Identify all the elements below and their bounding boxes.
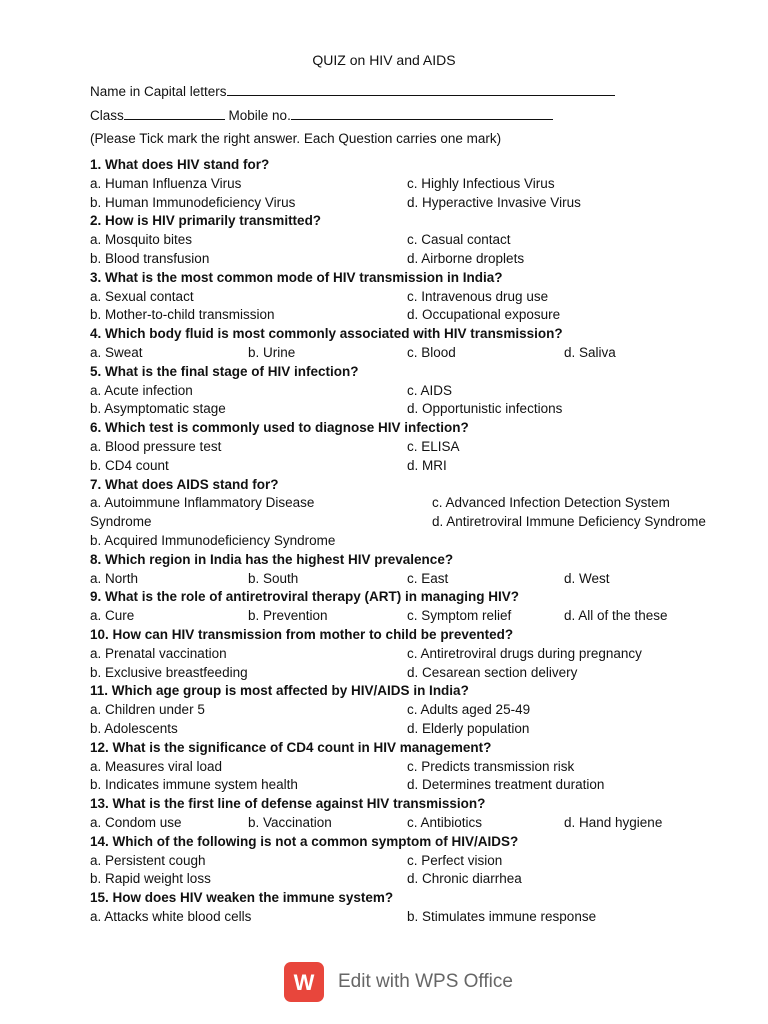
- answer-option[interactable]: c. ELISA: [407, 439, 460, 454]
- answer-option[interactable]: c. Perfect vision: [407, 852, 503, 868]
- answer-option[interactable]: b. Vaccination: [248, 815, 332, 830]
- answer-option[interactable]: d. MRI: [407, 457, 447, 473]
- answer-option[interactable]: b. Human Immunodeficiency Virus: [90, 194, 296, 210]
- answer-option[interactable]: b. Asymptomatic stage: [90, 401, 226, 417]
- question-text: 15. How does HIV weaken the immune system?: [90, 890, 394, 906]
- answer-option[interactable]: b. Mother-to-child transmission: [90, 307, 275, 323]
- answer-option[interactable]: a. Attacks white blood cells: [90, 909, 252, 924]
- question-text: 13. What is the first line of defense against HIV transmission?: [90, 796, 486, 812]
- answer-option[interactable]: d. Determines treatment duration: [407, 777, 605, 793]
- answer-option[interactable]: a. Autoimmune Inflammatory Disease: [90, 495, 315, 511]
- answer-option[interactable]: a. Sweat: [90, 345, 143, 360]
- svg-text:W: W: [293, 970, 315, 994]
- answer-option[interactable]: c. AIDS: [407, 382, 453, 398]
- answer-option[interactable]: c. Antiretroviral drugs during pregnancy: [407, 645, 642, 661]
- answer-option[interactable]: Syndrome: [90, 514, 152, 530]
- answer-option[interactable]: a. North: [90, 570, 139, 586]
- name-label: Name in Capital letters: [90, 84, 227, 99]
- mobile-blank[interactable]: [291, 107, 553, 120]
- question-text: 8. Which region in India has the highest HIV prevalence?: [90, 551, 454, 567]
- question-text: 12. What is the significance of CD4 count in HIV management?: [90, 739, 492, 755]
- question-text: 10. How can HIV transmission from mother to child be prevented?: [90, 627, 514, 642]
- answer-option[interactable]: d. Opportunistic infections: [407, 401, 563, 417]
- answer-option[interactable]: b. South: [248, 570, 299, 586]
- wps-office-logo-icon: [284, 962, 324, 1002]
- answer-option[interactable]: c. Adults aged 25-49: [407, 702, 531, 718]
- answer-option[interactable]: d. Chronic diarrhea: [407, 871, 522, 887]
- name-field: [90, 83, 615, 99]
- wps-footer[interactable]: [284, 962, 513, 1002]
- answer-option[interactable]: b. Exclusive breastfeeding: [90, 664, 248, 680]
- answer-option[interactable]: d. West: [564, 570, 610, 586]
- answer-option[interactable]: d. All of the these: [564, 608, 668, 624]
- answer-option[interactable]: b. Blood transfusion: [90, 251, 210, 266]
- question-text: 11. Which age group is most affected by HIV/AIDS in India?: [90, 683, 469, 699]
- class-label: Class: [90, 108, 124, 123]
- answer-option[interactable]: b. Urine: [248, 345, 296, 360]
- wps-footer-text: Edit with WPS Office: [338, 971, 513, 992]
- answer-option[interactable]: b. Stimulates immune response: [407, 909, 597, 924]
- answer-option[interactable]: a. Sexual contact: [90, 288, 194, 304]
- answer-option[interactable]: d. Airborne droplets: [407, 251, 525, 266]
- answer-option[interactable]: b. Adolescents: [90, 721, 178, 736]
- name-blank[interactable]: [227, 83, 615, 96]
- answer-option[interactable]: b. Rapid weight loss: [90, 871, 211, 887]
- answer-option[interactable]: b. Prevention: [248, 608, 328, 624]
- question-text: 3. What is the most common mode of HIV transmission in India?: [90, 269, 503, 285]
- instructions: (Please Tick mark the right answer. Each Question carries one mark): [90, 131, 502, 146]
- question-text: 9. What is the role of antiretroviral therapy (ART) in managing HIV?: [90, 589, 520, 605]
- answer-option[interactable]: d. Saliva: [564, 345, 616, 360]
- answer-option[interactable]: a. Prenatal vaccination: [90, 645, 227, 661]
- answer-option[interactable]: a. Children under 5: [90, 702, 205, 718]
- question-text: 4. Which body fluid is most commonly associated with HIV transmission?: [90, 326, 563, 342]
- question-text: 6. Which test is commonly used to diagnose HIV infection?: [90, 420, 469, 436]
- class-mobile-field: [90, 107, 553, 123]
- answer-option[interactable]: a. Measures viral load: [90, 758, 223, 774]
- answer-option[interactable]: a. Mosquito bites: [90, 232, 193, 248]
- answer-option[interactable]: c. Predicts transmission risk: [407, 758, 575, 774]
- answer-option[interactable]: c. Advanced Infection Detection System: [432, 495, 670, 511]
- answer-option[interactable]: d. Antiretroviral Immune Deficiency Syndrome: [432, 514, 706, 530]
- question-text: 14. Which of the following is not a common symptom of HIV/AIDS?: [90, 833, 519, 849]
- question-text: 7. What does AIDS stand for?: [90, 476, 279, 492]
- answer-option[interactable]: a. Cure: [90, 608, 135, 624]
- answer-option[interactable]: d. Occupational exposure: [407, 307, 561, 323]
- mobile-label: Mobile no.: [228, 108, 291, 123]
- answer-option[interactable]: c. Intravenous drug use: [407, 288, 549, 304]
- answer-option[interactable]: d. Hand hygiene: [564, 815, 663, 830]
- answer-option[interactable]: c. Antibiotics: [407, 815, 483, 830]
- answer-option[interactable]: d. Cesarean section delivery: [407, 664, 578, 680]
- answer-option[interactable]: b. Indicates immune system health: [90, 777, 298, 793]
- question-text: 5. What is the final stage of HIV infection?: [90, 363, 359, 379]
- answer-option[interactable]: d. Elderly population: [407, 721, 530, 736]
- answer-option[interactable]: c. East: [407, 570, 449, 586]
- page-title: QUIZ on HIV and AIDS: [312, 52, 456, 68]
- answer-option[interactable]: c. Highly Infectious Virus: [407, 175, 555, 191]
- answer-option[interactable]: c. Symptom relief: [407, 608, 512, 624]
- answer-option[interactable]: c. Blood: [407, 345, 456, 360]
- question-text: 2. How is HIV primarily transmitted?: [90, 213, 322, 229]
- answer-option[interactable]: a. Human Influenza Virus: [90, 175, 242, 191]
- answer-option[interactable]: a. Blood pressure test: [90, 439, 222, 454]
- answer-option[interactable]: a. Acute infection: [90, 382, 193, 398]
- answer-option[interactable]: b. Acquired Immunodeficiency Syndrome: [90, 533, 336, 548]
- answer-option[interactable]: d. Hyperactive Invasive Virus: [407, 194, 581, 210]
- question-text: 1. What does HIV stand for?: [90, 157, 270, 172]
- answer-option[interactable]: a. Condom use: [90, 815, 182, 830]
- answer-option[interactable]: a. Persistent cough: [90, 852, 206, 868]
- class-blank[interactable]: [124, 107, 225, 120]
- answer-option[interactable]: c. Casual contact: [407, 232, 511, 248]
- answer-option[interactable]: b. CD4 count: [90, 457, 169, 473]
